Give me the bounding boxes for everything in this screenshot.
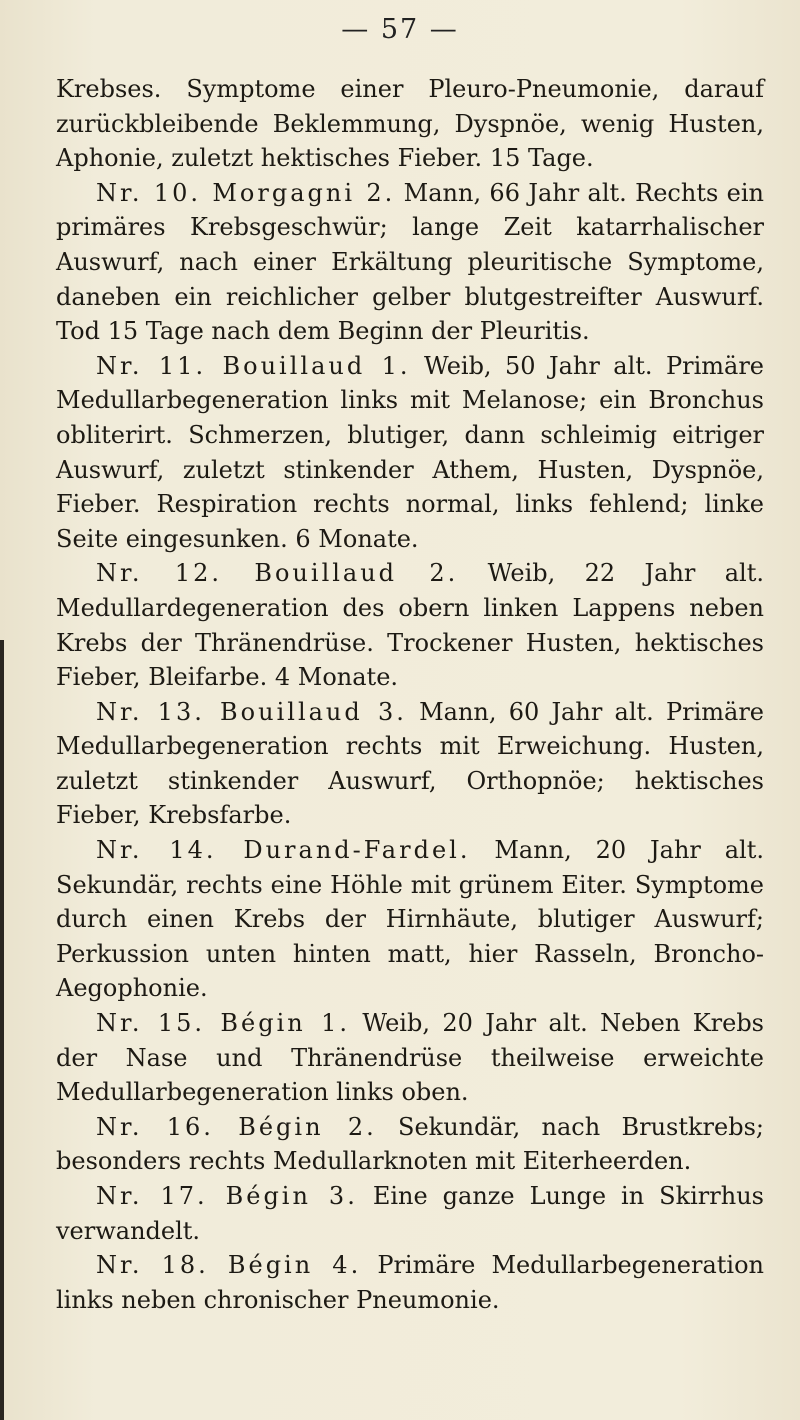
paragraph-text: Eine ganze Lunge in Skirrhus verwandelt.	[56, 1182, 764, 1245]
case-heading: Nr. 18. Bégin 4.	[96, 1251, 362, 1280]
case-heading: Nr. 12. Bouillaud 2.	[96, 559, 459, 588]
body-text	[56, 72, 764, 1317]
paragraph-text: Weib, 22 Jahr alt. Medullardegeneration des obern linken Lappens neben Krebs der Thränendrüse. Trockener Husten, hektisches Fieber, Bleifarbe. 4 Monate.	[56, 559, 764, 692]
paragraph-text: Mann, 66 Jahr alt. Rechts ein primäres Krebsgeschwür; lange Zeit katarrhalischer Auswurf, nach einer Erkältung pleuritische Symptome, daneben ein reichlicher gelber blutgestreifter Auswurf. Tod 15 Tage nach dem Beginn der Pleuritis.	[56, 178, 764, 346]
paragraph-intro	[56, 72, 764, 176]
case-heading: Nr. 17. Bégin 3.	[96, 1182, 358, 1210]
paragraph-text: Weib, 50 Jahr alt. Primäre Medullarbegeneration links mit Melanose; ein Bronchus obliterirt. Schmerzen, blutiger, dann schleimig eitriger Auswurf, zuletzt stinkender Athem, Husten, Dyspnöe, Fieber. Respiration rechts normal, links fehlend; linke Seite eingesunken. 6 Monate.	[56, 351, 765, 553]
case-heading: Nr. 10. Morgagni 2.	[96, 178, 396, 207]
paragraph-text: Primäre Medullarbegeneration links neben chronischer Pneumonie.	[56, 1251, 764, 1314]
paragraph-nr12	[56, 556, 764, 694]
paragraph-nr14	[56, 833, 764, 1006]
paragraph-text: Mann, 60 Jahr alt. Primäre Medullarbegeneration rechts mit Erweichung. Husten, zuletzt stinkender Auswurf, Orthopnöe; hektisches Fieber, Krebsfarbe.	[56, 697, 765, 830]
page-edge-shadow	[0, 640, 4, 1420]
paragraph-nr13	[56, 695, 764, 833]
paragraph-nr16	[56, 1110, 764, 1179]
paragraph-nr18	[56, 1248, 764, 1317]
paragraph-nr17	[56, 1179, 764, 1248]
case-heading: Nr. 16. Bégin 2.	[96, 1112, 377, 1141]
case-heading: Nr. 13. Bouillaud 3.	[96, 697, 407, 726]
paragraph-nr11	[56, 349, 764, 557]
paragraph-text: Krebses. Symptome einer Pleuro-Pneumonie, darauf zurückbleibende Beklemmung, Dyspnöe, wenig Husten, Aphonie, zuletzt hektisches Fieber. 15 Tage.	[56, 75, 764, 173]
paragraph-text: Weib, 20 Jahr alt. Neben Krebs der Nase und Thränendrüse theilweise erweichte Medullarbegeneration links oben.	[56, 1009, 764, 1107]
paragraph-nr10	[56, 176, 764, 349]
case-heading: Nr. 14. Durand-Fardel.	[96, 836, 471, 865]
paragraph-text: Sekundär, nach Brustkrebs; besonders rechts Medullarknoten mit Eiterheerden.	[56, 1112, 764, 1176]
paragraph-nr15	[56, 1006, 764, 1110]
paragraph-text: Mann, 20 Jahr alt. Sekundär, rechts eine Höhle mit grünem Eiter. Symptome durch einen Krebs der Hirnhäute, blutiger Auswurf; Perkussion unten hinten matt, hier Rasseln, Broncho-Aegophonie.	[56, 836, 764, 1003]
page-number: — 57 —	[341, 14, 459, 45]
case-heading: Nr. 15. Bégin 1.	[96, 1009, 350, 1038]
case-heading: Nr. 11. Bouillaud 1.	[96, 351, 411, 380]
